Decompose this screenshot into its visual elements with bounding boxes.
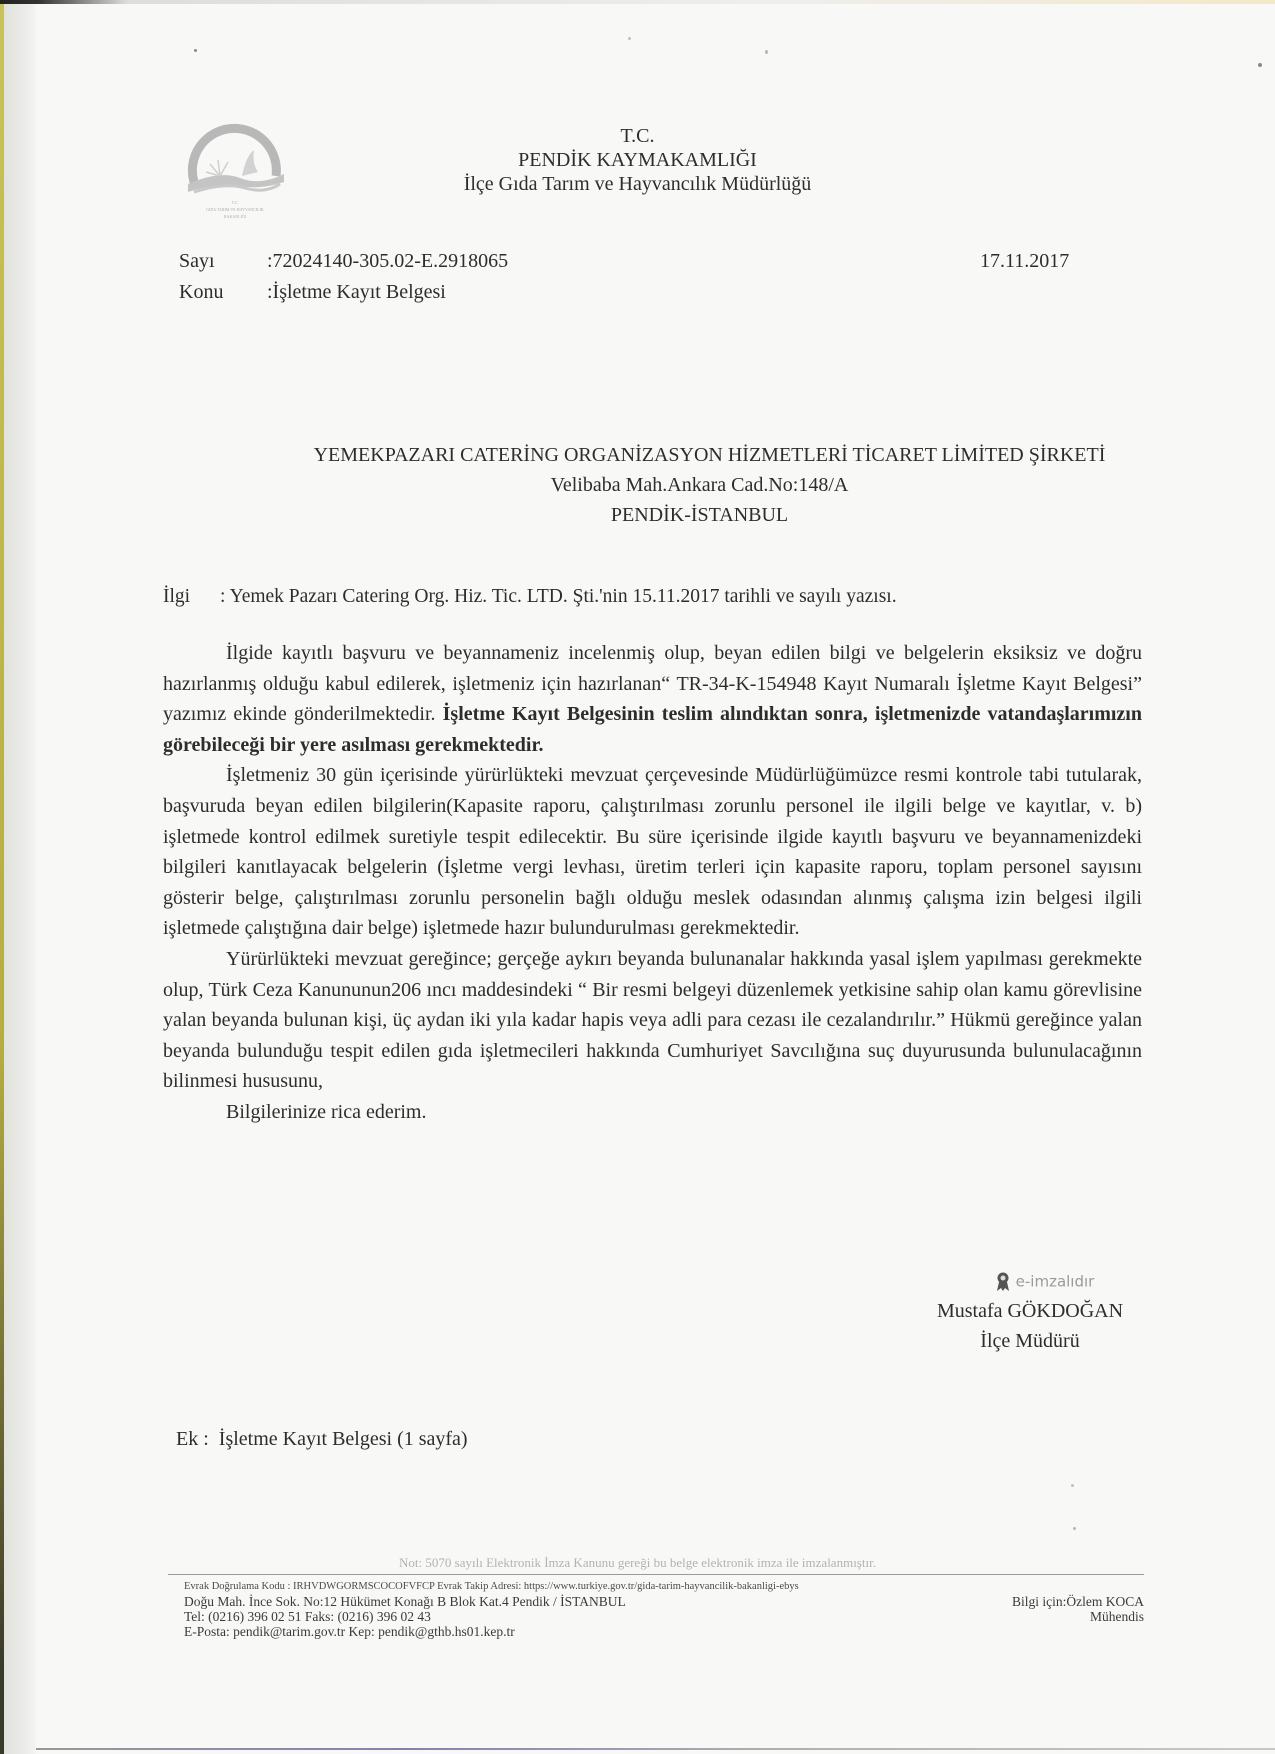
paragraph-1-text: İlgide kayıtlı başvuru ve beyannameniz incelenmiş olup, beyan edilen bilgi ve belgelerin eksiksiz ve doğru hazırlanmış olduğu kabul edilerek, işletmeniz için hazırlanan“ TR-34-K-154948 Kayıt Numaralı İşletme Kayıt Belgesi” yazımız ekinde gönderilmektedir.	[163, 642, 1142, 726]
scan-speck	[628, 37, 631, 40]
paragraph-3: Yürürlükteki mevzuat gereğince; gerçeğe aykırı beyanda bulunanalar hakkında yasal işlem yapılması gerekmekte olup, Türk Ceza Kanununun206 ıncı maddesindeki “ Bir resmi belgeyi düzenlemek yetkisine sahip olan kamu görevlisine yalan beyanda bulunan kişi, üç aydan iki yıla kadar hapis veya adli para cezası ile cezalandırılır.” Hükmü gereğince yalan beyanda bulunduğu tespit edilen gıda işletmecileri hakkında Cumhuriyet Savcılığına suç duyurusunda bulunulacağının bilinmesi hususunu,	[163, 947, 1142, 1093]
scan-speck	[1073, 1527, 1076, 1530]
esign-legal-note: Not: 5070 sayılı Elektronik İmza Kanunu gereği bu belge elektronik imza ile imzalanmıştır.	[399, 1555, 876, 1570]
paragraph-1	[163, 638, 1142, 760]
scan-left-shadow	[4, 0, 36, 1754]
verification-code-line: Evrak Doğrulama Kodu : IRHVDWGORMSCOCOFVFCP Evrak Takip Adresi: https://www.turkiye.gov.tr/gida-tarim-hayvancilik-bakanligi-ebys	[184, 1581, 799, 1592]
attachment-label: Ek :	[176, 1428, 209, 1450]
header-kaymakamlik: PENDİK KAYMAKAMLIĞI	[518, 149, 757, 171]
logo-caption: T.C.	[231, 200, 239, 205]
letter-body	[163, 638, 1142, 1128]
footer-divider	[168, 1574, 1144, 1575]
office-address: Doğu Mah. İnce Sok. No:12 Hükümet Konağı B Blok Kat.4 Pendik / İSTANBUL	[184, 1594, 626, 1609]
recipient-address: Velibaba Mah.Ankara Cad.No:148/A	[550, 474, 849, 496]
scan-bottom-edge	[36, 1748, 1275, 1750]
recipient-name: YEMEKPAZARI CATERİNG ORGANİZASYON HİZMETLERİ TİCARET LİMİTED ŞİRKETİ	[313, 444, 1106, 466]
document-date: 17.11.2017	[980, 250, 1070, 272]
contact-title: Mühendis	[1090, 1609, 1144, 1624]
signatory-title: İlçe Müdürü	[980, 1330, 1080, 1352]
reference-value: : Yemek Pazarı Catering Org. Hiz. Tic. LTD. Şti.'nin 15.11.2017 tarihli ve sayılı yazısı.	[220, 586, 897, 607]
letterhead	[0, 124, 1275, 196]
signature-block	[900, 1272, 1160, 1356]
scan-top-edge	[0, 0, 1275, 4]
signatory-name: Mustafa GÖKDOĞAN	[936, 1300, 1124, 1322]
sayi-value: :72024140-305.02-E.2918065	[267, 250, 509, 272]
scan-speck	[194, 49, 197, 52]
closing-line: Bilgilerinize rica ederim.	[226, 1100, 427, 1123]
konu-value: :İşletme Kayıt Belgesi	[267, 281, 446, 303]
header-directorate: İlçe Gıda Tarım ve Hayvancılık Müdürlüğü	[463, 173, 812, 195]
scan-speck	[1258, 63, 1262, 67]
attachment-line	[176, 1428, 468, 1451]
konu-label: Konu	[179, 281, 224, 303]
phone-fax: Tel: (0216) 396 02 51 Faks: (0216) 396 02 43	[184, 1609, 431, 1624]
recipient-city: PENDİK-İSTANBUL	[610, 504, 789, 526]
header-tc: T.C.	[620, 125, 655, 147]
attachment-value: İşletme Kayıt Belgesi (1 sayfa)	[218, 1428, 468, 1450]
reference-line	[163, 586, 897, 608]
sayi-label: Sayı	[179, 250, 215, 272]
esign-label: e-imzalıdır	[1015, 1272, 1095, 1291]
logo-caption: GIDA TARIM VE HAYVANCILIK	[206, 207, 264, 212]
paragraph-1-bold: İşletme Kayıt Belgesinin teslim alındıktan sonra, işletmenizde vatandaşlarımızın görebileceği bir yere asılması gerekmektedir.	[163, 703, 1142, 756]
scan-speck	[765, 50, 768, 54]
ribbon-badge-icon	[996, 1272, 1010, 1292]
logo-caption: BAKANLIĞI	[223, 214, 247, 219]
scan-speck	[1071, 1484, 1074, 1487]
paragraph-2: İşletmeniz 30 gün içerisinde yürürlükteki mevzuat çerçevesinde Müdürlüğümüzce resmi kontrole tabi tutularak, başvuruda beyan edilen bilgilerin(Kapasite raporu, çalıştırılması zorunlu personel ile ilgili belge ve kayıtlar, v. b) işletmede kontrol edilmek suretiyle tespit edilecektir. Bu süre içerisinde ilgide kayıtlı başvuru ve beyannamenizdeki bilgileri kanıtlayacak belgelerin (İşletme vergi levhası, üretim terleri için kapasite raporu, toplam personel sayısını gösterir belge, çalıştırılması zorunlu personelin bağlı olduğu meslek odasından alınmış çalışma izin belgesi ilgili işletmede çalıştığına dair belge) işletmede hazır bulundurulması gerekmektedir.	[163, 764, 1142, 940]
footer	[184, 1580, 1144, 1639]
esign-badge	[930, 1272, 1160, 1292]
recipient-block	[0, 440, 1275, 530]
email-kep: E-Posta: pendik@tarim.gov.tr Kep: pendik@gthb.hs01.kep.tr	[184, 1624, 515, 1639]
contact-person: Bilgi için:Özlem KOCA	[1012, 1594, 1144, 1609]
reference-label: İlgi	[163, 586, 191, 607]
